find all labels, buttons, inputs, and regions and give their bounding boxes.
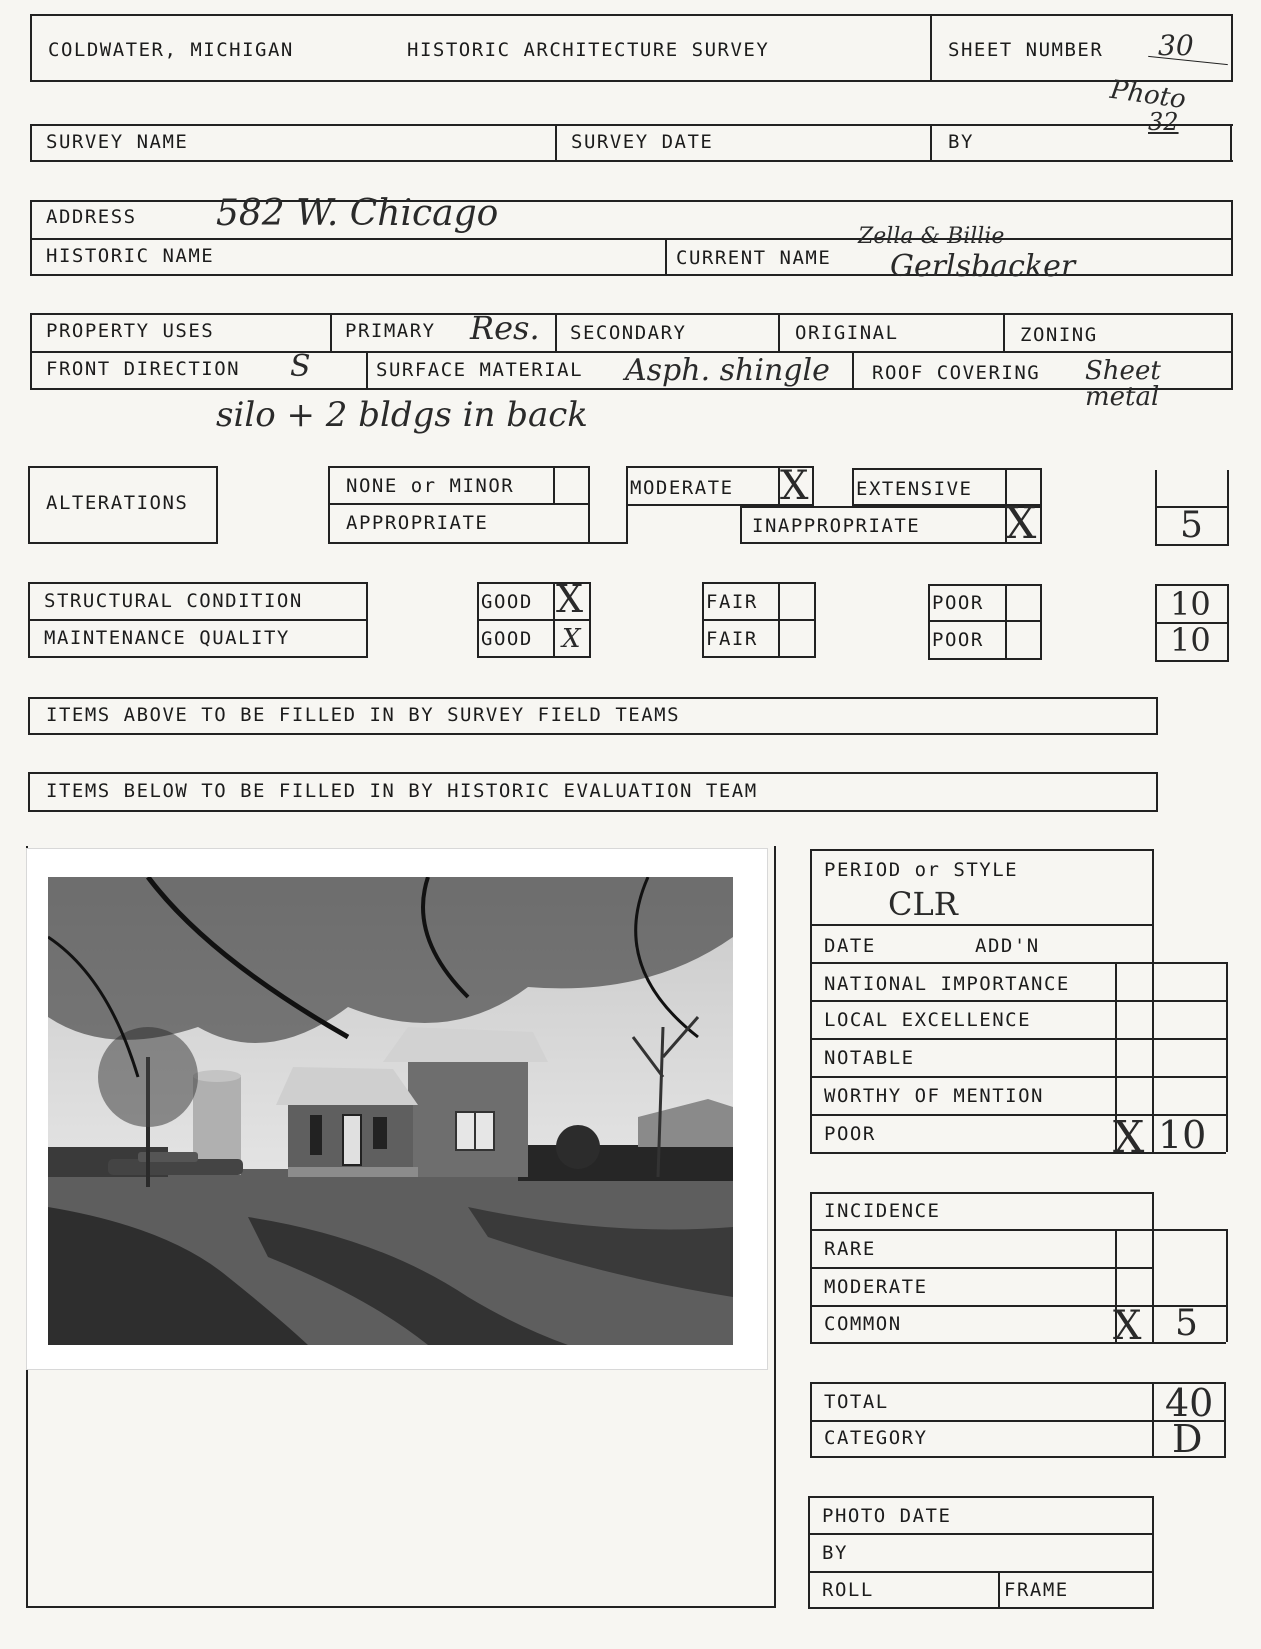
poor-check-col xyxy=(1005,584,1007,660)
roll-frame-divider xyxy=(998,1571,1000,1609)
instructions-above: ITEMS ABOVE TO BE FILLED IN BY SURVEY FIELD TEAMS xyxy=(46,704,681,726)
maintenance-good-mark[interactable]: X xyxy=(562,624,581,654)
notable-label: NOTABLE xyxy=(824,1047,915,1069)
pu-div-3 xyxy=(778,313,780,351)
maintenance-label: MAINTENANCE QUALITY xyxy=(44,627,290,649)
inc-line-2 xyxy=(810,1267,1154,1269)
local-excellence-label: LOCAL EXCELLENCE xyxy=(824,1009,1032,1031)
survey-by-label: BY xyxy=(948,131,974,153)
current-name-value-1[interactable]: Zella & Billie xyxy=(858,224,1005,249)
moderate-incidence-label: MODERATE xyxy=(824,1276,928,1298)
eval-line-2 xyxy=(810,1000,1226,1002)
totals-divider xyxy=(810,1420,1226,1422)
city-label: COLDWATER, MICHIGAN xyxy=(48,39,294,61)
roof-covering-value-2[interactable]: metal xyxy=(1085,382,1160,412)
totals-value-col xyxy=(1152,1382,1154,1458)
extensive-label: EXTENSIVE xyxy=(856,478,973,500)
moderate-label: MODERATE xyxy=(630,477,734,499)
poor-label-1: POOR xyxy=(932,592,984,614)
incidence-label: INCIDENCE xyxy=(824,1200,941,1222)
inc-line-1 xyxy=(810,1229,1226,1231)
photo-note-line1: Photo xyxy=(1108,74,1188,116)
inappropriate-mark[interactable]: X xyxy=(1005,498,1037,549)
alt-left-divider xyxy=(328,503,590,505)
property-note[interactable]: silo + 2 bldgs in back xyxy=(216,395,588,435)
address-value[interactable]: 582 W. Chicago xyxy=(216,193,499,234)
poor-label-2: POOR xyxy=(932,629,984,651)
good-label-2: GOOD xyxy=(481,628,533,650)
structural-score[interactable]: 10 xyxy=(1170,585,1211,623)
bottom-frame-bottom xyxy=(26,1606,776,1608)
good-check-col xyxy=(553,582,555,658)
moderate-mark[interactable]: X xyxy=(780,463,809,509)
pu-div-2 xyxy=(555,313,557,351)
bottom-frame-mid xyxy=(774,846,776,1606)
frame-label: FRAME xyxy=(1004,1579,1069,1601)
photo-by-label: BY xyxy=(822,1542,848,1564)
survey-title: HISTORIC ARCHITECTURE SURVEY xyxy=(407,39,770,61)
fair-divider xyxy=(702,619,816,621)
historic-name-label: HISTORIC NAME xyxy=(46,245,215,267)
alterations-label: ALTERATIONS xyxy=(46,492,189,514)
eval-line-4 xyxy=(810,1076,1226,1078)
surface-material-label: SURFACE MATERIAL xyxy=(376,359,584,381)
none-minor-label: NONE or MINOR xyxy=(346,475,515,497)
survey-date-label: SURVEY DATE xyxy=(571,131,714,153)
current-name-label: CURRENT NAME xyxy=(676,247,832,269)
roof-covering-label: ROOF COVERING xyxy=(872,362,1041,384)
front-direction-label: FRONT DIRECTION xyxy=(46,358,241,380)
primary-label: PRIMARY xyxy=(345,320,436,342)
common-score[interactable]: 5 xyxy=(1175,1303,1198,1344)
fd-div-1 xyxy=(366,351,368,390)
original-label: ORIGINAL xyxy=(795,322,899,344)
good-label-1: GOOD xyxy=(481,591,533,613)
instructions-below: ITEMS BELOW TO BE FILLED IN BY HISTORIC EVALUATION TEAM xyxy=(46,780,758,802)
poor-divider xyxy=(928,620,1042,622)
address-row-divider xyxy=(30,238,1233,240)
total-value[interactable]: 40 xyxy=(1165,1381,1214,1425)
category-value[interactable]: D xyxy=(1172,1417,1203,1461)
fair-label-1: FAIR xyxy=(706,591,758,613)
inc-line-3 xyxy=(810,1305,1226,1307)
poor-eval-mark[interactable]: X xyxy=(1113,1112,1145,1163)
structural-good-mark[interactable]: X xyxy=(556,577,584,621)
photo-date-label: PHOTO DATE xyxy=(822,1505,952,1527)
zoning-label: ZONING xyxy=(1020,324,1098,346)
period-label: PERIOD or STYLE xyxy=(824,859,1019,881)
appropriate-bottom xyxy=(588,542,628,544)
survey-end xyxy=(1230,124,1232,162)
category-label: CATEGORY xyxy=(824,1427,928,1449)
condition-divider xyxy=(28,619,368,621)
roll-label: ROLL xyxy=(822,1579,874,1601)
survey-name-label: SURVEY NAME xyxy=(46,131,189,153)
current-name-divider xyxy=(665,238,667,276)
surface-material-value[interactable]: Asph. shingle xyxy=(625,353,830,388)
poor-eval-label: POOR xyxy=(824,1123,876,1145)
fair-label-2: FAIR xyxy=(706,628,758,650)
eval-score-col xyxy=(1226,962,1228,1152)
photo-note-line2: 32 xyxy=(1148,108,1179,136)
inc-score-col xyxy=(1226,1229,1228,1342)
none-minor-check xyxy=(553,466,555,503)
sheet-number-label: SHEET NUMBER xyxy=(948,39,1104,61)
photo-info-line-1 xyxy=(808,1533,1154,1535)
alterations-score[interactable]: 5 xyxy=(1180,505,1203,546)
pu-div-1 xyxy=(330,313,332,351)
survey-divider-2 xyxy=(930,124,932,162)
national-importance-label: NATIONAL IMPORTANCE xyxy=(824,973,1070,995)
roof-covering-value-1[interactable]: Sheet xyxy=(1085,356,1161,386)
address-label: ADDRESS xyxy=(46,206,137,228)
eval-line-1 xyxy=(810,962,1226,964)
appropriate-label: APPROPRIATE xyxy=(346,512,489,534)
period-value[interactable]: CLR xyxy=(888,885,958,923)
common-label: COMMON xyxy=(824,1313,902,1335)
pu-div-4 xyxy=(1003,313,1005,351)
fd-div-2 xyxy=(852,351,854,390)
sheet-number-value[interactable]: 30 xyxy=(1158,29,1194,62)
poor-eval-score[interactable]: 10 xyxy=(1158,1113,1207,1157)
maintenance-score[interactable]: 10 xyxy=(1170,621,1211,659)
house-photo-image xyxy=(48,877,733,1345)
total-label: TOTAL xyxy=(824,1391,889,1413)
inappropriate-label: INAPPROPRIATE xyxy=(752,515,921,537)
common-mark[interactable]: X xyxy=(1113,1303,1142,1349)
property-uses-label: PROPERTY USES xyxy=(46,320,215,342)
front-direction-value[interactable]: S xyxy=(290,349,311,384)
structural-label: STRUCTURAL CONDITION xyxy=(44,590,303,612)
house-photo xyxy=(48,877,733,1345)
eval-line-3 xyxy=(810,1038,1226,1040)
rare-label: RARE xyxy=(824,1238,876,1260)
current-name-value-2[interactable]: Gerlsbacker xyxy=(890,249,1076,284)
secondary-label: SECONDARY xyxy=(570,322,687,344)
primary-value[interactable]: Res. xyxy=(470,309,540,347)
photo-info-line-2 xyxy=(808,1571,1154,1573)
date-label: DATE xyxy=(824,935,876,957)
appropriate-right-edge xyxy=(626,506,628,544)
header-divider xyxy=(930,14,932,82)
worthy-of-mention-label: WORTHY OF MENTION xyxy=(824,1085,1044,1107)
survey-divider-1 xyxy=(555,124,557,162)
fair-check-col xyxy=(778,582,780,658)
addn-label: ADD'N xyxy=(975,935,1040,957)
